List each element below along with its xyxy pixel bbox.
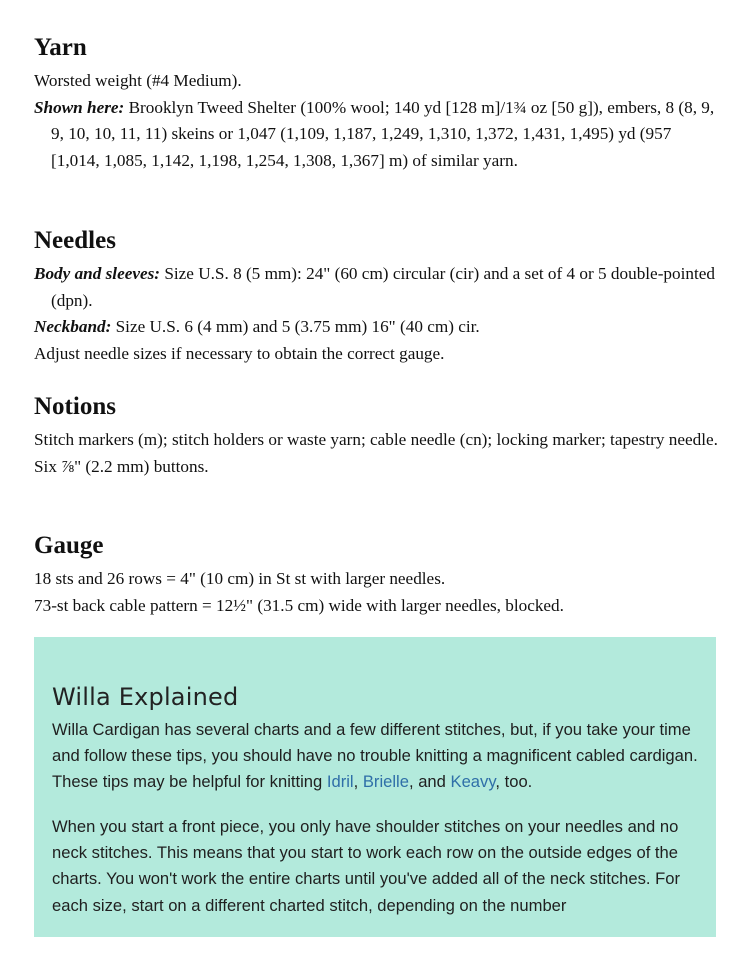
yarn-shown-here bbox=[34, 95, 724, 175]
link-keavy[interactable]: Keavy bbox=[450, 772, 496, 792]
yarn-weight: Worsted weight (#4 Medium). bbox=[34, 71, 242, 90]
needles-neckband bbox=[34, 314, 724, 341]
shown-here-label: Shown here: bbox=[34, 97, 125, 117]
notions-line-1: Stitch markers (m); stitch holders or waste yarn; cable needle (cn); locking marker; tapestry needle. bbox=[34, 430, 718, 449]
shown-here-text: Brooklyn Tweed Shelter (100% wool; 140 yd [128 m]/1¾ oz [50 g]), embers, 8 (8, 9, 9, 10, 10, 11, 11) skeins or 1,047 (1,109, 1,187, 1,249, 1,310, 1,372, 1,431, 1,495) yd (957 [1,014, 1,085, 1,142, 1,198, 1,254, 1,308, 1,367] m) of similar yarn. bbox=[51, 97, 715, 170]
body-sleeves-label: Body and sleeves: bbox=[34, 264, 161, 283]
neckband-label: Neckband: bbox=[34, 317, 112, 336]
notions-section bbox=[34, 427, 724, 480]
needles-heading: Needles bbox=[34, 227, 116, 254]
notions-heading: Notions bbox=[34, 393, 116, 420]
callout-p1-text: Willa Cardigan has several charts and a few different stitches, but, if you take your time and follow these tips, you should have no trouble knitting a magnificent cabled cardigan. These tips may be helpful for knitting bbox=[52, 720, 698, 792]
willa-explained-callout bbox=[34, 637, 716, 937]
neckband-text: Size U.S. 6 (4 mm) and 5 (3.75 mm) 16" (40 cm) cir. bbox=[111, 317, 480, 336]
gauge-heading: Gauge bbox=[34, 532, 104, 559]
yarn-heading: Yarn bbox=[34, 34, 87, 61]
callout-p1-end: , too. bbox=[495, 772, 533, 792]
callout-paragraph-2: When you start a front piece, you only have shoulder stitches on your needles and no neck stitches. This means that you start to work each row on the outside edges of the charts. You won't work the entire charts until you've added all of the neck stitches. For each size, start on a different charted stitch, depending on the number bbox=[52, 817, 681, 915]
needles-adjust: Adjust needle sizes if necessary to obtain the correct gauge. bbox=[34, 343, 445, 363]
yarn-section bbox=[34, 68, 724, 174]
needles-body bbox=[34, 261, 724, 314]
gauge-line-2: 73-st back cable pattern = 12½" (31.5 cm) wide with larger needles, blocked. bbox=[34, 595, 564, 615]
callout-sep-2: , and bbox=[408, 772, 451, 792]
link-brielle[interactable]: Brielle bbox=[362, 772, 409, 792]
gauge-line-1: 18 sts and 26 rows = 4" (10 cm) in St st with larger needles. bbox=[34, 569, 446, 588]
notions-line-2: Six ⅞" (2.2 mm) buttons. bbox=[34, 456, 209, 476]
link-idril[interactable]: Idril bbox=[326, 772, 354, 792]
callout-title: Willa Explained bbox=[52, 683, 239, 711]
callout-paragraph-1 bbox=[52, 717, 707, 796]
needles-section bbox=[34, 261, 724, 367]
gauge-section bbox=[34, 566, 724, 619]
callout-sep-1: , bbox=[353, 772, 363, 792]
body-sleeves-text: Size U.S. 8 (5 mm): 24" (60 cm) circular (cir) and a set of 4 or 5 double-pointed (dpn). bbox=[51, 264, 715, 310]
